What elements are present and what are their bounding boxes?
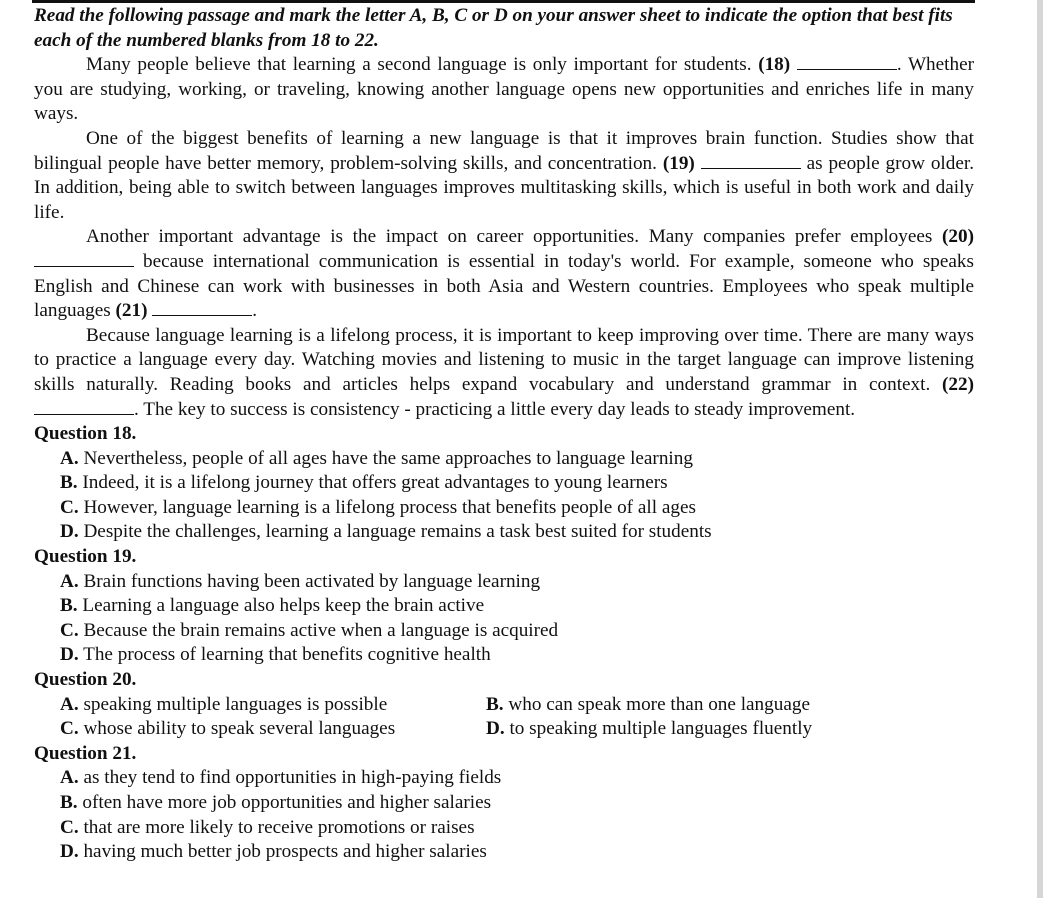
option-row [60, 693, 974, 718]
option-c[interactable]: C. However, language learning is a lifelong process that benefits people of all ages [60, 496, 696, 518]
blank-label-20: (20) [942, 226, 974, 248]
option-b[interactable]: B. Learning a language also helps keep the brain active [60, 595, 485, 617]
blank-label-21: (21) [115, 300, 148, 322]
blank-19 [701, 152, 801, 169]
exam-page [34, 4, 974, 865]
question-21 [34, 742, 974, 865]
question-title: Question 19. [34, 546, 137, 568]
question-title: Question 21. [34, 742, 137, 764]
option-c[interactable]: C. Because the brain remains active when a language is acquired [60, 619, 559, 641]
option-b[interactable]: B. often have more job opportunities and higher salaries [60, 792, 492, 813]
passage-paragraph-2: One of the biggest benefits of learning a new language is that it improves brain function. Studies show that bilingual people have better memory, problem-solving skills, and concentration. (19) as people grow older. In addition, being able to switch between languages improves multitasking skills, which is useful in both work and daily life. [34, 127, 974, 223]
blank-22 [34, 398, 134, 415]
option-d[interactable]: D. to speaking multiple languages fluently [486, 718, 813, 740]
option-a[interactable]: A. as they tend to find opportunities in high-paying fields [60, 767, 502, 789]
instructions: Read the following passage and mark the letter A, B, C or D on your answer sheet to indicate the option that best fits each of the numbered blanks from 18 to 22. [34, 5, 953, 51]
blank-label-19: (19) [662, 152, 695, 174]
passage-paragraph-4: Because language learning is a lifelong process, it is important to keep improving over time. There are many ways to practice a language every day. Watching movies and listening to music in the target language can improve listening skills naturally. Reading books and articles helps expand vocabulary and understand grammar in context. (22) . The key to success is consistency - practicing a little every day leads to steady improvement. [34, 324, 974, 420]
page-edge-scrollbar[interactable] [1037, 0, 1043, 898]
question-19 [34, 545, 974, 668]
blank-label-18: (18) [758, 54, 791, 76]
option-d[interactable]: D. The process of learning that benefits cognitive health [60, 644, 491, 666]
blank-21 [152, 299, 252, 316]
question-20 [34, 668, 974, 742]
blank-label-22: (22) [942, 373, 974, 395]
top-rule-divider [32, 0, 975, 3]
option-row [60, 717, 974, 742]
option-b[interactable]: B. Indeed, it is a lifelong journey that offers great advantages to young learners [60, 472, 668, 494]
question-title: Question 18. [34, 423, 137, 445]
blank-20 [34, 250, 134, 267]
question-title: Question 20. [34, 669, 137, 691]
option-c[interactable]: C. that are more likely to receive promotions or raises [60, 816, 475, 838]
option-c[interactable]: C. whose ability to speak several languages [60, 718, 396, 740]
option-a[interactable]: A. Nevertheless, people of all ages have the same approaches to language learning [60, 447, 693, 469]
passage-paragraph-1: Many people believe that learning a second language is only important for students. (18) . Whether you are studying, working, or traveling, knowing another language opens new opportunities and enriches life in many ways. [34, 54, 974, 125]
option-a[interactable]: A. Brain functions having been activated by language learning [60, 570, 541, 592]
option-b[interactable]: B. who can speak more than one language [486, 693, 810, 715]
blank-18 [797, 53, 897, 70]
passage-paragraph-3: Another important advantage is the impact on career opportunities. Many companies prefer employees (20) because international communication is essential in today's world. For example, someone who speaks English and Chinese can work with businesses in both Asia and Western countries. Employees who speak multiple languages (21) . [34, 226, 974, 322]
question-18 [34, 422, 974, 545]
option-d[interactable]: D. having much better job prospects and higher salaries [60, 841, 487, 863]
option-d[interactable]: D. Despite the challenges, learning a language remains a task best suited for students [60, 521, 712, 543]
option-a[interactable]: A. speaking multiple languages is possible [60, 693, 388, 715]
